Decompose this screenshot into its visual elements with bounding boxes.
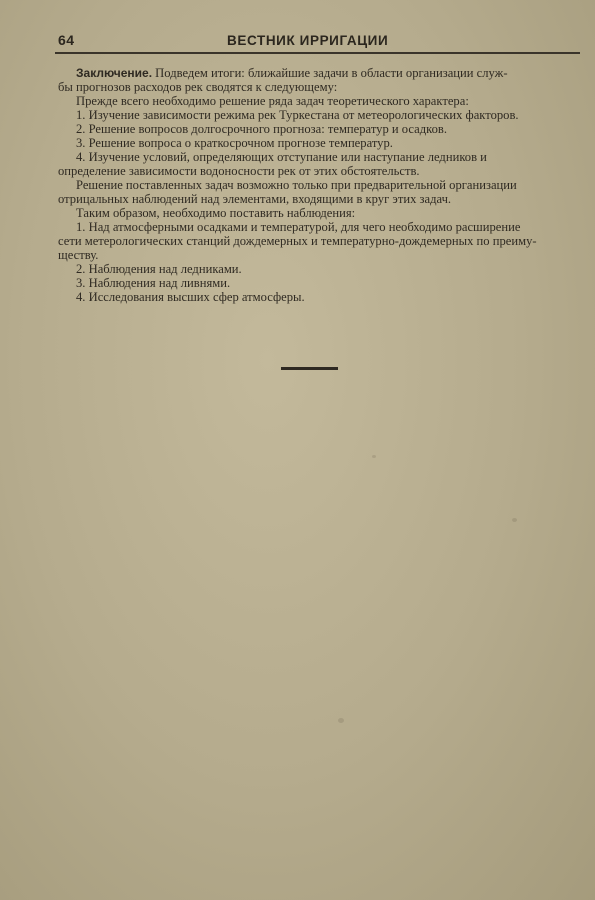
paragraph-text: Подведем итоги: ближайшие задачи в области организации служ-	[152, 66, 508, 80]
observation-item-1-line-2: сети метерологических станций дождемерных и температурно-дождемерных по преиму-	[58, 234, 537, 248]
paragraph-theory-tasks: Прежде всего необходимо решение ряда задач теоретического характера:	[76, 94, 469, 108]
list-item-1: 1. Изучение зависимости режима рек Туркестана от метеорологических факторов.	[76, 108, 519, 122]
paragraph-solution-line-1: Решение поставленных задач возможно только при предварительной организации	[76, 178, 517, 192]
paragraph-conclusion-line-2: бы прогнозов расходов рек сводятся к следующему:	[58, 80, 338, 94]
end-of-article-rule	[281, 367, 338, 370]
lead-word: Заключение.	[76, 66, 153, 80]
paper-spot	[338, 718, 344, 723]
observation-item-1-line-1: 1. Над атмосферными осадками и температурой, для чего необходимо расширение	[76, 220, 521, 234]
paragraph-conclusion-line-1	[58, 66, 582, 80]
observation-item-1-line-3: ществу.	[58, 248, 99, 262]
paper-spot	[372, 455, 376, 458]
list-item-3: 3. Решение вопроса о краткосрочном прогнозе температур.	[76, 136, 393, 150]
list-item-2: 2. Решение вопросов долгосрочного прогноза: температур и осадков.	[76, 122, 448, 136]
page-header	[55, 30, 580, 52]
observation-item-4: 4. Исследования высших сфер атмосферы.	[76, 290, 305, 304]
header-rule	[55, 52, 580, 54]
observation-item-3: 3. Наблюдения над ливнями.	[76, 276, 231, 290]
paragraph-observations: Таким образом, необходимо поставить наблюдения:	[76, 206, 356, 220]
list-item-4-line-2: определение зависимости водоносности рек от этих обстоятельств.	[58, 164, 420, 178]
article-body	[58, 66, 582, 304]
observation-item-2: 2. Наблюдения над ледниками.	[76, 262, 242, 276]
page-number: 64	[58, 32, 75, 48]
list-item-4-line-1: 4. Изучение условий, определяющих отступание или наступание ледников и	[76, 150, 487, 164]
journal-title: ВЕСТНИК ИРРИГАЦИИ	[227, 33, 389, 48]
paragraph-solution-line-2: отрицальных наблюдений над элементами, входящими в круг этих задач.	[58, 192, 452, 206]
paper-spot	[512, 518, 517, 522]
